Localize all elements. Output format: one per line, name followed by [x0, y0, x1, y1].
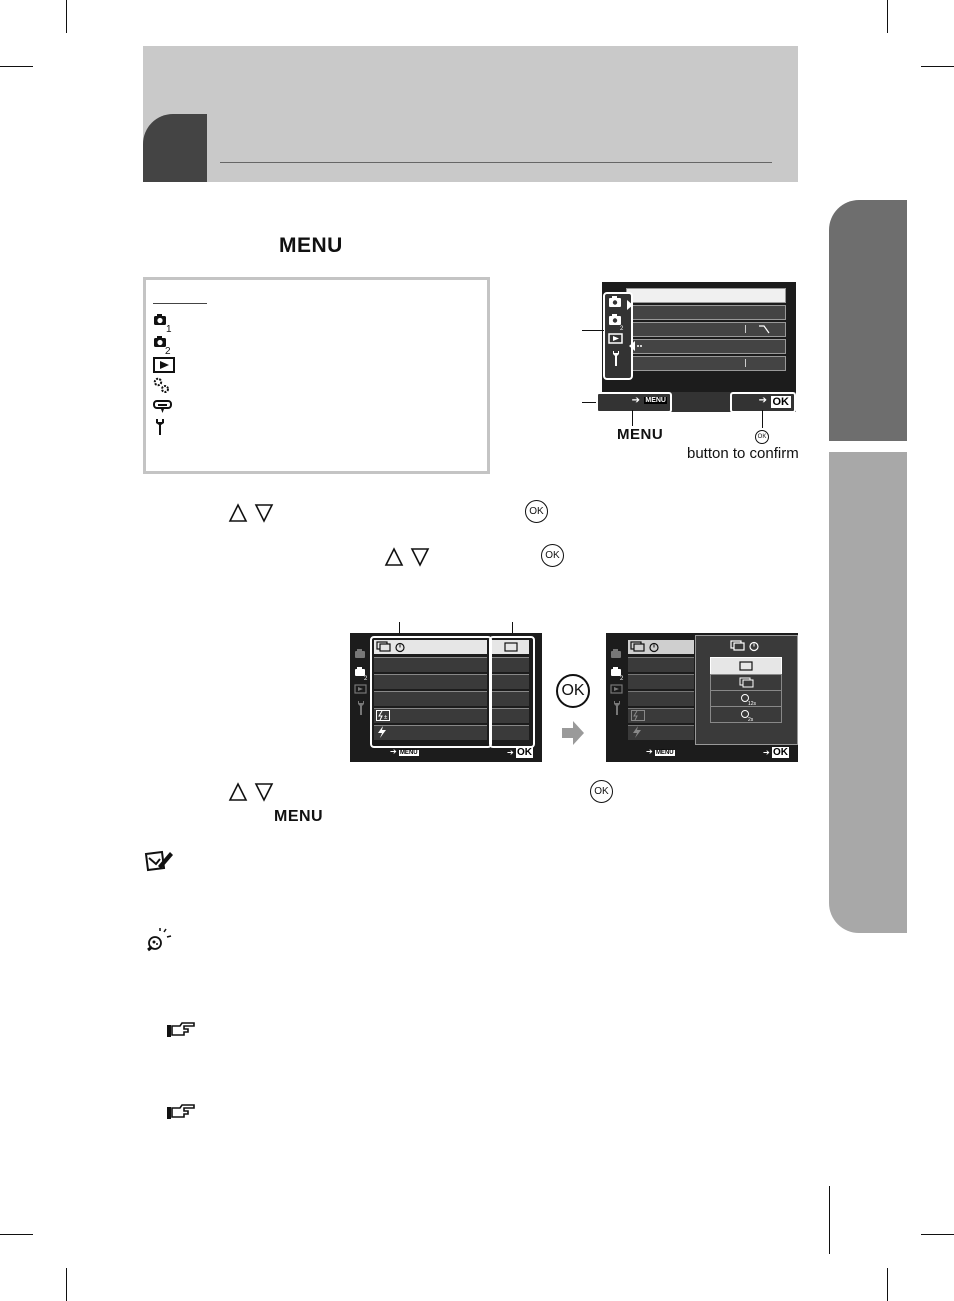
- side-tab-upper: [829, 200, 907, 441]
- header-rule: [220, 162, 772, 163]
- screen-row: [628, 674, 694, 689]
- screen-row: [626, 356, 786, 371]
- self-timer-2-icon: [740, 709, 756, 721]
- menu-key-highlight: [596, 392, 672, 413]
- caption-confirm: button to confirm: [687, 445, 799, 462]
- wrench-icon: [154, 418, 166, 436]
- ok-key-label: OK: [772, 747, 788, 758]
- pointing-hand-icon: [166, 1103, 196, 1121]
- camera-1-icon: [153, 313, 173, 333]
- drive-timer-icon: [630, 641, 662, 653]
- flash-comp-icon: [631, 710, 645, 721]
- crop-mark: [887, 1268, 888, 1301]
- screen-row: [374, 674, 487, 689]
- screen-row-divider: [745, 359, 746, 367]
- right-arrow-icon: [562, 721, 584, 745]
- drive-timer-icon: [376, 641, 408, 653]
- single-frame-icon: [739, 661, 753, 671]
- playback-icon: [153, 357, 175, 373]
- popup-option-single[interactable]: [710, 657, 782, 675]
- chapter-tab: [143, 114, 207, 182]
- sequential-icon: [739, 677, 755, 689]
- down-arrow-icon: [410, 547, 430, 567]
- menu-back-indicator: [646, 747, 675, 756]
- screen-row: [628, 691, 694, 706]
- up-arrow-icon: [228, 782, 248, 802]
- menu-list-box: [143, 277, 490, 474]
- value-cell: [492, 657, 529, 672]
- screen-row: [626, 305, 786, 320]
- screen-row: [374, 657, 487, 672]
- menu-key-label: MENU: [655, 750, 674, 756]
- camera-menu-screen-a: [350, 633, 542, 762]
- self-timer-12-icon: [740, 693, 756, 705]
- svg-text:±: ±: [384, 715, 388, 721]
- pencil-note-icon: [144, 850, 174, 874]
- crop-mark: [921, 66, 954, 67]
- menu-button-label: MENU: [274, 808, 324, 825]
- arrow-icon: ➔: [646, 747, 653, 756]
- page-edge-line: [829, 1186, 830, 1254]
- screen-tab-icons: [608, 296, 626, 372]
- arrow-icon: ➔: [763, 748, 770, 757]
- arrow-icon: ➔: [631, 395, 640, 406]
- lightbulb-tip-icon: [144, 928, 174, 956]
- camera-2-icon: [153, 335, 173, 355]
- menu-key-label: MENU: [645, 397, 666, 404]
- menu-screen-diagram: [602, 282, 796, 412]
- menu-key-label: MENU: [399, 750, 418, 756]
- flash-mode-icon: [632, 726, 642, 738]
- crop-mark: [0, 1234, 33, 1235]
- camera-menu-screen-b: [606, 633, 798, 762]
- up-arrow-icon: [384, 547, 404, 567]
- value-cell: [492, 708, 529, 723]
- down-arrow-icon: [254, 782, 274, 802]
- svg-text:2: 2: [620, 326, 624, 332]
- flash-comp-icon: [376, 710, 390, 721]
- ok-button-icon: OK: [541, 544, 564, 567]
- svg-text:2: 2: [364, 676, 368, 682]
- down-arrow-icon: [254, 503, 274, 523]
- svg-text:12s: 12s: [748, 701, 756, 705]
- crop-mark: [66, 1268, 67, 1301]
- svg-text:2: 2: [165, 346, 171, 355]
- svg-text:2: 2: [620, 676, 624, 682]
- up-arrow-icon: [228, 503, 248, 523]
- crop-mark: [921, 1234, 954, 1235]
- printer-icon: [153, 399, 173, 415]
- screen-row: [374, 691, 487, 706]
- crop-mark: [0, 66, 33, 67]
- svg-text:2s: 2s: [748, 717, 754, 721]
- screen-row: [626, 288, 786, 303]
- screen-row-icon: [629, 341, 645, 351]
- menu-back-indicator: [390, 747, 419, 756]
- value-cell: [492, 674, 529, 689]
- arrow-icon: ➔: [390, 747, 397, 756]
- callout-line: [762, 410, 763, 428]
- ok-circle-icon: OK: [755, 430, 769, 444]
- screen-tab-icons: [610, 647, 626, 717]
- crop-mark: [887, 0, 888, 33]
- caption-menu: MENU: [617, 426, 664, 443]
- popup-option-timer-12[interactable]: [710, 690, 782, 707]
- ok-indicator: [507, 747, 533, 758]
- custom-settings-icon: [153, 377, 171, 395]
- ok-button-icon-large: OK: [556, 674, 590, 708]
- drive-mode-popup: [695, 635, 798, 745]
- ok-key-label: OK: [516, 747, 532, 758]
- drive-timer-icon: [730, 640, 762, 652]
- side-tab-lower: [829, 452, 907, 933]
- screen-row: [626, 339, 786, 354]
- screen-row: [374, 725, 487, 740]
- screen-row: [374, 708, 487, 723]
- crop-mark: [66, 0, 67, 33]
- popup-option-timer-2[interactable]: [710, 706, 782, 723]
- value-cell: [492, 691, 529, 706]
- callout-line: [582, 330, 604, 331]
- pointing-hand-icon: [166, 1021, 196, 1039]
- menu-list-rule: [153, 303, 207, 304]
- ok-key-highlight: [730, 392, 796, 413]
- screen-row: [628, 657, 694, 672]
- value-cell: [492, 725, 529, 740]
- screen-row-icon: [758, 324, 770, 335]
- arrow-icon: ➔: [758, 395, 767, 406]
- screen-tab-icons: [354, 647, 370, 717]
- callout-line: [632, 410, 633, 426]
- arrow-icon: ➔: [507, 748, 514, 757]
- callout-line: [582, 402, 596, 403]
- menu-button-label: MENU: [279, 234, 343, 257]
- screen-selected-arrow: [627, 300, 633, 310]
- single-frame-icon: [504, 642, 518, 652]
- svg-text:1: 1: [166, 324, 172, 333]
- ok-button-icon: OK: [590, 780, 613, 803]
- ok-indicator: [763, 747, 789, 758]
- ok-key-label: OK: [772, 396, 789, 408]
- ok-button-icon: OK: [525, 500, 548, 523]
- flash-mode-icon: [377, 726, 387, 738]
- popup-option-sequential[interactable]: [710, 674, 782, 691]
- screen-row-divider: [745, 325, 746, 333]
